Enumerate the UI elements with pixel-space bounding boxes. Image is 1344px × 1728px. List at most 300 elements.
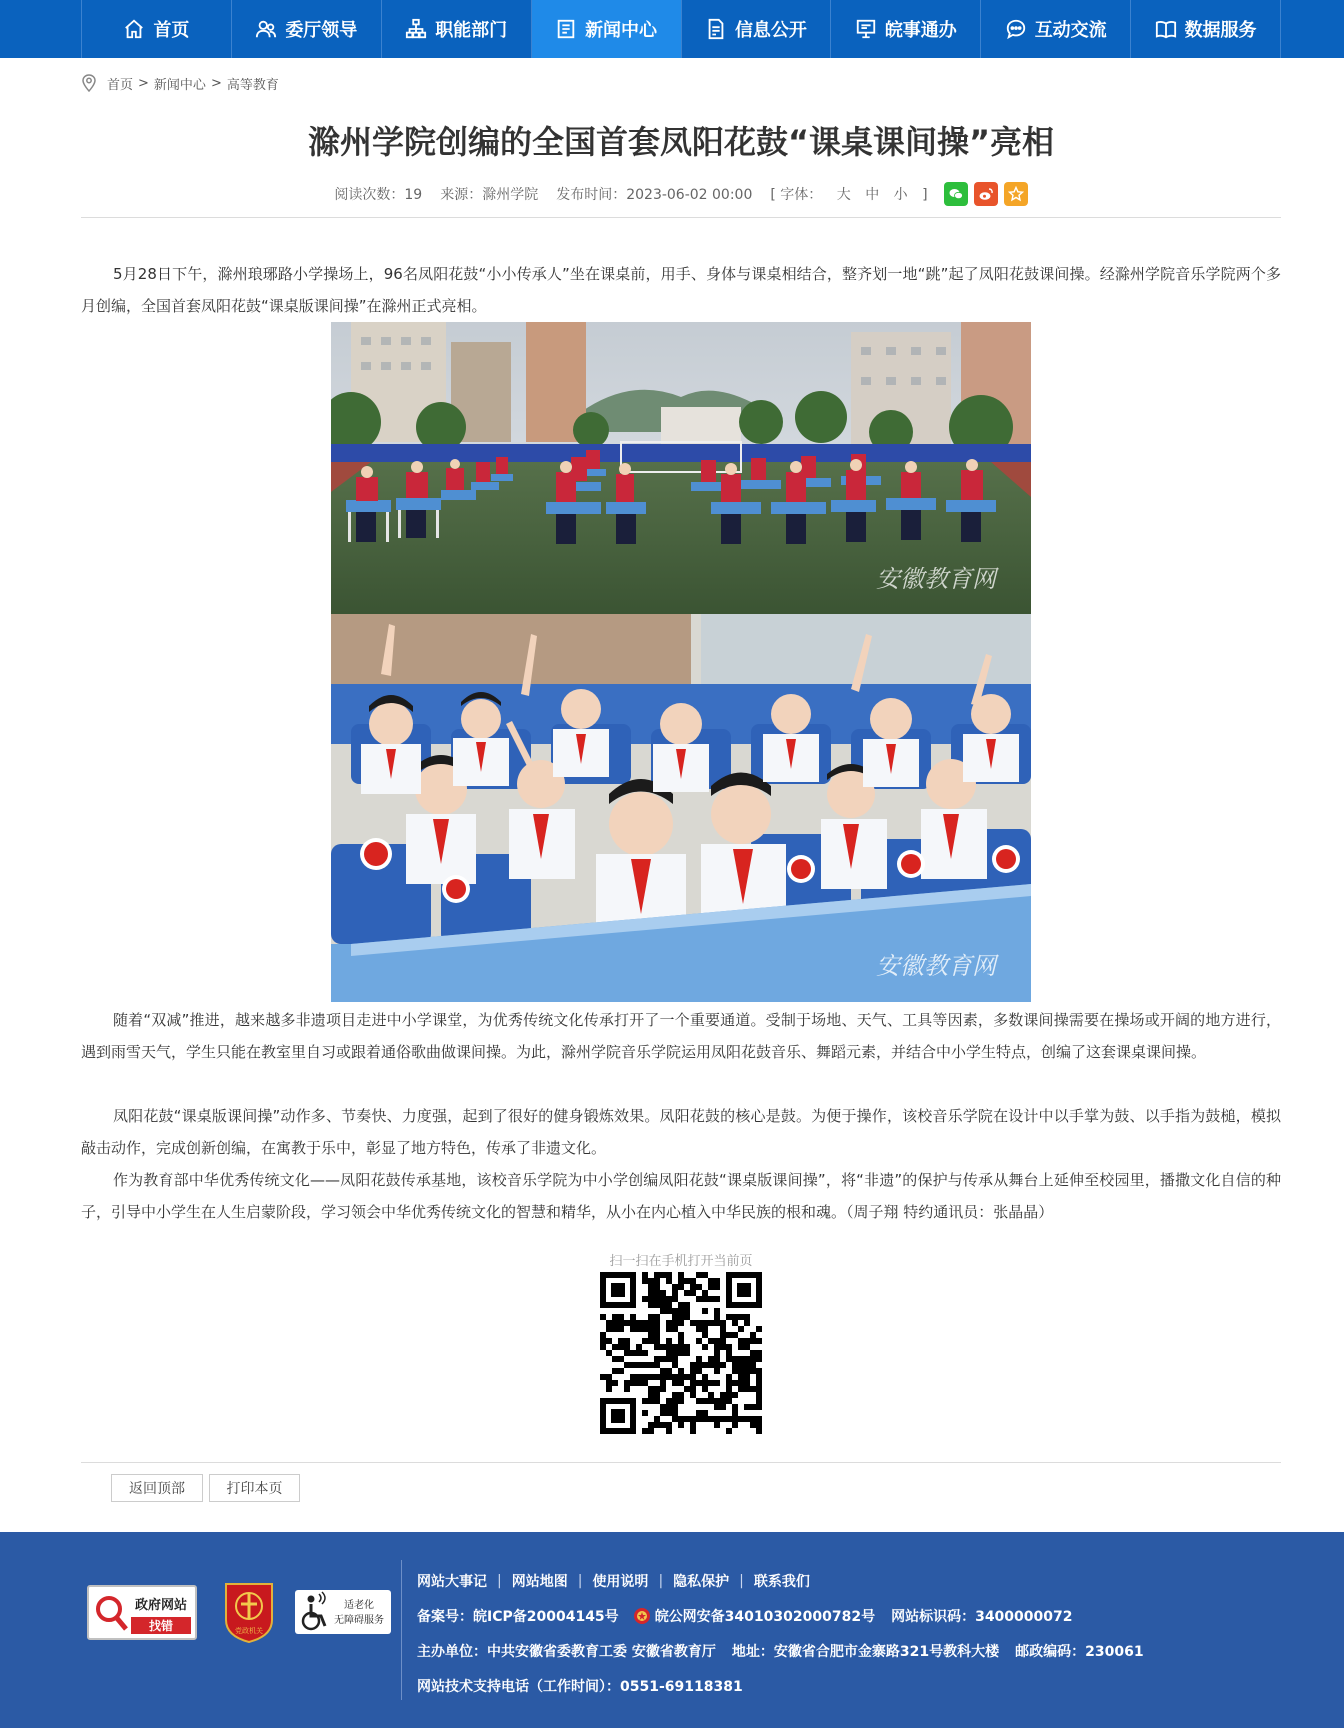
breadcrumb-separator: >: [138, 75, 149, 91]
footer-link-separator: |: [577, 1573, 583, 1589]
qr-module: [666, 1278, 672, 1284]
qr-module: [660, 1296, 666, 1302]
qr-module: [690, 1416, 696, 1422]
qr-module: [642, 1338, 648, 1344]
qr-module: [702, 1326, 708, 1332]
qr-module: [666, 1404, 672, 1410]
qr-module: [744, 1416, 750, 1422]
qr-module: [756, 1374, 762, 1380]
qr-module: [672, 1398, 678, 1404]
qr-module: [756, 1416, 762, 1422]
qr-module: [630, 1350, 636, 1356]
qr-module: [696, 1272, 702, 1278]
qr-module: [708, 1398, 714, 1404]
qr-module: [744, 1404, 750, 1410]
qr-module: [684, 1314, 690, 1320]
qr-module: [726, 1380, 732, 1386]
badge-gov-subtitle: 找错: [148, 1619, 174, 1633]
qr-module: [636, 1320, 642, 1326]
qr-module: [732, 1404, 738, 1410]
qr-module: [612, 1344, 618, 1350]
qr-module: [672, 1356, 678, 1362]
qr-module: [678, 1302, 684, 1308]
weibo-icon: [978, 186, 994, 202]
footer-link-instructions[interactable]: 使用说明: [592, 1574, 649, 1590]
qr-module: [624, 1344, 630, 1350]
qr-module: [612, 1380, 618, 1386]
qr-module: [678, 1392, 684, 1398]
qr-module: [726, 1416, 732, 1422]
font-size-label: [ 字体：: [770, 187, 823, 203]
breadcrumb-section[interactable]: 新闻中心: [153, 77, 206, 93]
qr-module: [648, 1362, 654, 1368]
qr-module: [738, 1416, 744, 1422]
footer-divider: [401, 1560, 402, 1700]
qr-module: [738, 1344, 744, 1350]
qr-module: [606, 1326, 612, 1332]
qr-module: [624, 1338, 630, 1344]
qr-module: [666, 1296, 672, 1302]
article-source: 来源：滁州学院: [440, 187, 539, 203]
qr-module: [660, 1344, 666, 1350]
breadcrumb-current[interactable]: 高等教育: [226, 77, 279, 93]
nav-item-label: 数据服务: [1184, 20, 1257, 41]
qr-module: [606, 1320, 612, 1326]
qr-module: [666, 1326, 672, 1332]
qr-module: [600, 1332, 606, 1338]
qr-module: [726, 1392, 732, 1398]
qr-module: [756, 1338, 762, 1344]
wechat-icon: [948, 186, 964, 202]
qr-module: [708, 1392, 714, 1398]
footer-site-id: 网站标识码：3400000072: [891, 1609, 1073, 1625]
qr-module: [714, 1314, 720, 1320]
site-footer: [0, 1532, 1344, 1728]
font-small-button[interactable]: 小: [893, 187, 908, 203]
qr-module: [624, 1386, 630, 1392]
qr-module: [678, 1308, 684, 1314]
qr-module: [696, 1320, 702, 1326]
breadcrumb: [81, 72, 279, 94]
qr-module: [732, 1314, 738, 1320]
font-size-switcher: [770, 184, 927, 204]
qr-module: [750, 1416, 756, 1422]
qr-module: [696, 1416, 702, 1422]
qr-module: [666, 1338, 672, 1344]
qr-module: [714, 1422, 720, 1428]
nav-item-label: 互动交流: [1034, 20, 1107, 41]
qr-module: [690, 1284, 696, 1290]
qr-module: [606, 1380, 612, 1386]
qr-module: [636, 1380, 642, 1386]
qr-module: [648, 1314, 654, 1320]
article-paragraph-4: 作为教育部中华优秀传统文化——凤阳花鼓传承基地，该校音乐学院为中小学创编凤阳花鼓“课桌版课间操”，将“非遗”的保护与传承从舞台上延伸至校园里，播撒文化自信的种子，引导中小学生在人生启蒙阶段，学习领会中华优秀传统文化的智慧和精华，从小在内心植入中华民族的根和魂。（周子翔 特约通讯员：张晶晶）: [81, 1171, 1281, 1221]
location-pin-icon: [81, 74, 97, 92]
qr-module: [606, 1338, 612, 1344]
qr-module: [690, 1380, 696, 1386]
qr-module: [678, 1380, 684, 1386]
qr-module: [666, 1356, 672, 1362]
article-meta: [81, 182, 1281, 206]
share-weibo-button[interactable]: [974, 182, 998, 206]
qr-module: [642, 1398, 648, 1404]
qr-module: [732, 1356, 738, 1362]
qr-module: [654, 1356, 660, 1362]
qr-module: [654, 1326, 660, 1332]
qr-module: [666, 1320, 672, 1326]
qr-module: [720, 1416, 726, 1422]
qr-module: [672, 1404, 678, 1410]
qr-module: [678, 1398, 684, 1404]
qr-module: [618, 1356, 624, 1362]
qr-module: [696, 1356, 702, 1362]
qr-module: [702, 1290, 708, 1296]
qr-module: [684, 1302, 690, 1308]
nav-item-label: 委厅领导: [285, 20, 358, 41]
qr-module: [666, 1344, 672, 1350]
qr-module: [672, 1410, 678, 1416]
nav-item-label: 新闻中心: [585, 20, 658, 41]
qr-module: [738, 1368, 744, 1374]
qr-module: [720, 1404, 726, 1410]
qr-module: [648, 1374, 654, 1380]
footer-link-separator: |: [497, 1573, 502, 1589]
qr-module: [714, 1356, 720, 1362]
qr-module: [726, 1314, 732, 1320]
qr-module: [708, 1320, 714, 1326]
nav-item-interaction[interactable]: [980, 0, 1130, 58]
qr-module: [714, 1320, 720, 1326]
qr-module: [672, 1416, 678, 1422]
qr-module: [654, 1302, 660, 1308]
qr-module: [660, 1272, 666, 1278]
qr-module: [648, 1302, 654, 1308]
qr-module: [756, 1398, 762, 1404]
news-icon: [555, 18, 577, 40]
qr-module: [660, 1374, 666, 1380]
qr-module: [666, 1398, 672, 1404]
qr-module: [648, 1320, 654, 1326]
qr-module: [630, 1326, 636, 1332]
qr-module: [732, 1368, 738, 1374]
qr-module: [618, 1314, 624, 1320]
qr-module: [666, 1428, 672, 1434]
qr-module: [744, 1320, 750, 1326]
qr-module: [720, 1362, 726, 1368]
qr-module: [648, 1392, 654, 1398]
qr-module: [624, 1350, 630, 1356]
qr-module: [750, 1356, 756, 1362]
qr-module: [696, 1338, 702, 1344]
qr-module: [702, 1386, 708, 1392]
gov-site-error-report-badge[interactable]: [87, 1585, 197, 1640]
nav-item-label: 职能部门: [435, 20, 508, 41]
article-photo-classroom: [331, 614, 1031, 1002]
qr-module: [756, 1356, 762, 1362]
qr-module: [672, 1326, 678, 1332]
qr-module: [654, 1416, 660, 1422]
qr-module: [642, 1278, 648, 1284]
qr-module: [654, 1374, 660, 1380]
qr-module: [672, 1296, 678, 1302]
qr-module: [654, 1332, 660, 1338]
qr-module: [654, 1284, 660, 1290]
qr-module: [660, 1422, 666, 1428]
qr-module: [750, 1350, 756, 1356]
qr-module: [642, 1374, 648, 1380]
qr-module: [738, 1380, 744, 1386]
qr-module: [636, 1350, 642, 1356]
qr-module: [660, 1302, 666, 1308]
qr-module: [666, 1422, 672, 1428]
qr-module: [648, 1296, 654, 1302]
qr-module: [744, 1344, 750, 1350]
qr-module: [720, 1320, 726, 1326]
qr-module: [678, 1314, 684, 1320]
qr-module: [636, 1362, 642, 1368]
qr-module: [678, 1344, 684, 1350]
qr-module: [708, 1284, 714, 1290]
qr-module: [714, 1278, 720, 1284]
favorite-button[interactable]: [1004, 182, 1028, 206]
qr-module: [660, 1356, 666, 1362]
qr-module: [702, 1380, 708, 1386]
qr-module: [678, 1278, 684, 1284]
qr-module: [756, 1404, 762, 1410]
qr-label: 扫一扫在手机打开当前页: [609, 1254, 753, 1269]
qr-module: [618, 1320, 624, 1326]
qr-module: [708, 1278, 714, 1284]
qr-module: [672, 1320, 678, 1326]
qr-module: [714, 1416, 720, 1422]
nav-item-data-services[interactable]: [1130, 0, 1281, 58]
qr-module: [678, 1284, 684, 1290]
qr-module: [636, 1374, 642, 1380]
qr-module: [714, 1338, 720, 1344]
qr-module: [726, 1428, 732, 1434]
qr-module: [624, 1380, 630, 1386]
nav-item-leaders[interactable]: [231, 0, 381, 58]
qr-module: [612, 1368, 618, 1374]
qr-module: [720, 1398, 726, 1404]
qr-module: [738, 1356, 744, 1362]
qr-module: [756, 1386, 762, 1392]
qr-module: [702, 1362, 708, 1368]
qr-module: [624, 1362, 630, 1368]
qr-module: [690, 1290, 696, 1296]
book-icon: [1155, 18, 1177, 40]
document-icon: [705, 18, 727, 40]
article-title: 滁州学院创编的全国首套凤阳花鼓“课桌课间操”亮相: [307, 123, 1055, 161]
footer-link-sitemap[interactable]: 网站地图: [511, 1574, 568, 1590]
qr-module: [732, 1410, 738, 1416]
qr-module: [654, 1338, 660, 1344]
qr-module: [726, 1332, 732, 1338]
qr-module: [660, 1290, 666, 1296]
qr-module: [648, 1290, 654, 1296]
qr-module: [720, 1332, 726, 1338]
article-paragraph-2: 随着“双减”推进，越来越多非遗项目走进中小学课堂，为优秀传统文化传承打开了一个重要通道。受制于场地、天气、工具等因素，多数课间操需要在操场或开阔的地方进行，遇到雨雪天气，学生只能在教室里自习或跟着通俗歌曲做课间操。为此，滁州学院音乐学院运用凤阳花鼓音乐、舞蹈元素，并结合中小学生特点，创编了这套课桌课间操。: [81, 1011, 1281, 1061]
qr-module: [684, 1386, 690, 1392]
qr-module: [726, 1386, 732, 1392]
qr-module: [750, 1404, 756, 1410]
qr-module: [672, 1392, 678, 1398]
qr-module: [720, 1344, 726, 1350]
qr-module: [678, 1338, 684, 1344]
party-government-badge[interactable]: [222, 1580, 276, 1644]
qr-module: [744, 1338, 750, 1344]
qr-module: [750, 1368, 756, 1374]
font-large-button[interactable]: 大: [836, 187, 851, 203]
print-page-button[interactable]: 打印本页: [209, 1474, 300, 1502]
qr-module: [612, 1326, 618, 1332]
qr-module: [618, 1344, 624, 1350]
qr-module: [726, 1398, 732, 1404]
qr-module: [750, 1386, 756, 1392]
qr-module: [648, 1398, 654, 1404]
qr-module: [738, 1326, 744, 1332]
qr-module: [684, 1308, 690, 1314]
nav-item-home[interactable]: [81, 0, 231, 58]
magnifier-icon: [89, 1587, 195, 1638]
qr-module: [636, 1344, 642, 1350]
qr-module: [666, 1308, 672, 1314]
qr-module: [666, 1368, 672, 1374]
star-icon: [1008, 186, 1024, 202]
qr-module: [756, 1368, 762, 1374]
nav-item-departments[interactable]: [381, 0, 531, 58]
qr-module: [714, 1344, 720, 1350]
qr-module: [642, 1350, 648, 1356]
qr-module: [690, 1278, 696, 1284]
qr-module: [696, 1398, 702, 1404]
nav-item-info-disclosure[interactable]: [681, 0, 831, 58]
footer-link-milestones[interactable]: 网站大事记: [417, 1574, 487, 1590]
photo-watermark: 安徽教育网: [876, 952, 996, 980]
qr-module: [708, 1296, 714, 1302]
accessibility-service-badge[interactable]: [295, 1590, 391, 1634]
qr-module: [750, 1332, 756, 1338]
footer-police-record[interactable]: 皖公网安备34010302000782号: [654, 1609, 876, 1625]
breadcrumb-separator: >: [210, 75, 222, 91]
qr-module: [690, 1362, 696, 1368]
chat-icon: [1005, 18, 1027, 40]
qr-module: [702, 1374, 708, 1380]
qr-module: [684, 1416, 690, 1422]
qr-module: [672, 1362, 678, 1368]
share-wechat-button[interactable]: [944, 182, 968, 206]
footer-postcode: 邮政编码：230061: [1015, 1644, 1144, 1660]
font-medium-button[interactable]: 中: [865, 187, 880, 203]
qr-module: [642, 1272, 648, 1278]
qr-module: [678, 1416, 684, 1422]
qr-module: [684, 1278, 690, 1284]
title-divider: [81, 217, 1281, 218]
nav-bar: [81, 0, 1281, 58]
qr-module: [654, 1386, 660, 1392]
qr-module: [630, 1380, 636, 1386]
publish-date: 发布时间：2023-06-02 00:00: [556, 187, 753, 203]
qr-module: [702, 1410, 708, 1416]
qr-module: [702, 1308, 708, 1314]
font-size-close: ]: [922, 187, 928, 203]
qr-module: [678, 1422, 684, 1428]
qr-module: [726, 1344, 732, 1350]
qr-module: [642, 1362, 648, 1368]
qr-module: [720, 1392, 726, 1398]
qr-module: [714, 1380, 720, 1386]
qr-module: [732, 1416, 738, 1422]
home-icon: [123, 18, 145, 40]
qr-module: [672, 1374, 678, 1380]
qr-module: [600, 1314, 606, 1320]
qr-module: [708, 1362, 714, 1368]
qr-module: [750, 1422, 756, 1428]
back-to-top-button[interactable]: 返回顶部: [111, 1474, 203, 1502]
qr-module: [654, 1272, 660, 1278]
footer-links: [417, 1571, 810, 1591]
qr-module: [660, 1404, 666, 1410]
footer-link-privacy[interactable]: 隐私保护: [673, 1574, 730, 1590]
qr-module: [666, 1374, 672, 1380]
qr-module: [648, 1428, 654, 1434]
qr-module: [660, 1380, 666, 1386]
qr-module: [684, 1290, 690, 1296]
qr-module: [684, 1350, 690, 1356]
qr-module: [750, 1362, 756, 1368]
qr-module: [678, 1374, 684, 1380]
qr-module: [744, 1386, 750, 1392]
qr-module: [732, 1362, 738, 1368]
qr-module: [612, 1314, 618, 1320]
qr-module: [738, 1338, 744, 1344]
qr-module: [720, 1326, 726, 1332]
top-navigation: [0, 0, 1344, 58]
photo-watermark: 安徽教育网: [876, 565, 996, 593]
qr-module: [690, 1428, 696, 1434]
classroom-photo-image: [331, 614, 1031, 1002]
qr-module: [732, 1392, 738, 1398]
qr-module: [642, 1410, 648, 1416]
qr-module: [654, 1422, 660, 1428]
qr-module: [690, 1386, 696, 1392]
qr-module: [708, 1380, 714, 1386]
qr-module: [612, 1356, 618, 1362]
footer-registration: [417, 1606, 1073, 1626]
qr-module: [600, 1338, 606, 1344]
qr-module: [690, 1320, 696, 1326]
qr-module: [702, 1272, 708, 1278]
footer-icp[interactable]: 备案号：皖ICP备20004145号: [417, 1609, 619, 1625]
breadcrumb-home[interactable]: 首页: [107, 77, 134, 93]
qr-module: [696, 1284, 702, 1290]
nav-item-news[interactable]: [531, 0, 681, 58]
qr-module: [696, 1410, 702, 1416]
party-shield-icon: [222, 1580, 276, 1644]
qr-module: [702, 1296, 708, 1302]
qr-module: [678, 1368, 684, 1374]
qr-module: [702, 1320, 708, 1326]
qr-module: [702, 1416, 708, 1422]
qr-module: [714, 1362, 720, 1368]
nav-item-services[interactable]: [830, 0, 980, 58]
qr-module: [624, 1320, 630, 1326]
qr-module: [666, 1272, 672, 1278]
qr-module: [648, 1284, 654, 1290]
service-monitor-icon: [855, 18, 877, 40]
nav-item-label: 首页: [153, 20, 190, 41]
footer-link-contact[interactable]: 联系我们: [753, 1574, 810, 1590]
